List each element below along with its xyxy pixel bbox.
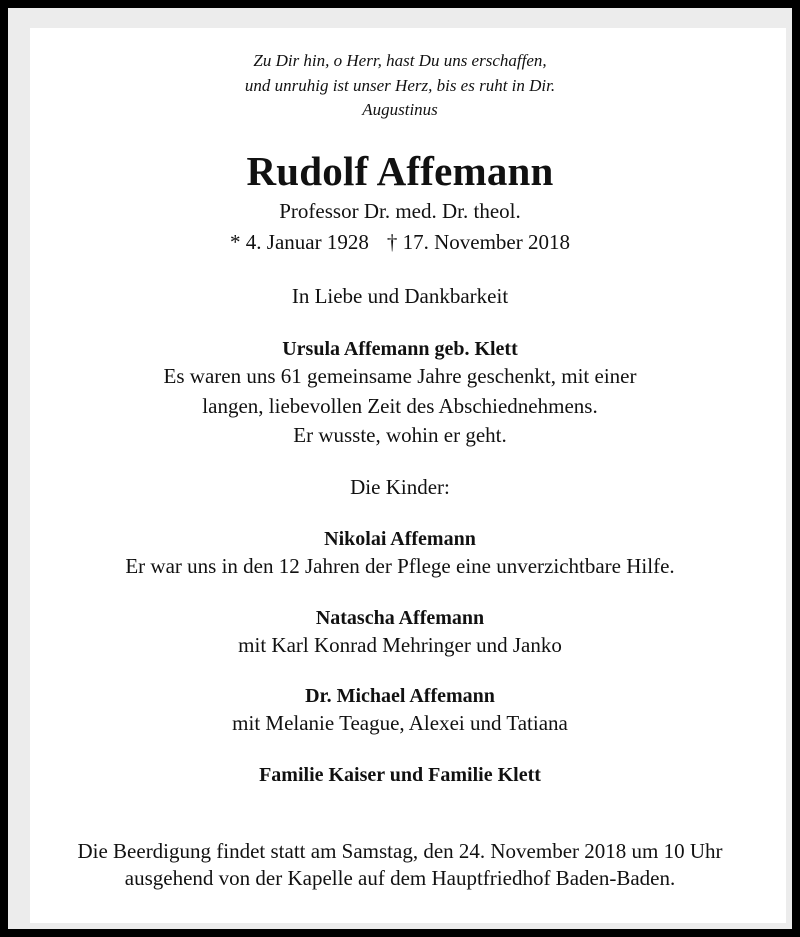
child-note: Er war uns in den 12 Jahren der Pflege eine unverzichtbare Hilfe. <box>125 554 675 578</box>
child-name: Natascha Affemann <box>315 607 485 629</box>
epigraph-author: Augustinus <box>362 100 438 119</box>
deceased-name: Rudolf Affemann <box>246 148 554 194</box>
spouse-name: Ursula Affemann geb. Klett <box>282 338 518 360</box>
dedication-text: In Liebe und Dankbarkeit <box>291 284 509 308</box>
spouse-message-line-3: Er wusste, wohin er geht. <box>293 423 507 447</box>
deceased-title: Professor Dr. med. Dr. theol. <box>279 199 521 223</box>
epigraph-line-1: Zu Dir hin, o Herr, hast Du uns erschaffen, <box>253 51 547 70</box>
families-text: Familie Kaiser und Familie Klett <box>259 764 541 786</box>
child-note: mit Karl Konrad Mehringer und Janko <box>238 633 562 657</box>
funeral-line-2: ausgehend von der Kapelle auf dem Hauptfriedhof Baden-Baden. <box>124 866 676 890</box>
child-note: mit Melanie Teague, Alexei und Tatiana <box>232 711 568 735</box>
epigraph-line-2: und unruhig ist unser Herz, bis es ruht in Dir. <box>244 76 556 95</box>
spouse-message-line-1: Es waren uns 61 gemeinsame Jahre geschenkt, mit einer <box>163 364 637 388</box>
funeral-line-1: Die Beerdigung findet statt am Samstag, den 24. November 2018 um 10 Uhr <box>77 839 723 863</box>
birth-date: * 4. Januar 1928 <box>230 230 369 254</box>
child-name: Nikolai Affemann <box>324 528 476 550</box>
children-heading: Die Kinder: <box>350 475 450 499</box>
life-dates <box>0 232 800 253</box>
spouse-message-line-2: langen, liebevollen Zeit des Abschiednehmens. <box>202 394 598 418</box>
death-date: † 17. November 2018 <box>386 230 570 254</box>
child-name: Dr. Michael Affemann <box>305 685 495 707</box>
